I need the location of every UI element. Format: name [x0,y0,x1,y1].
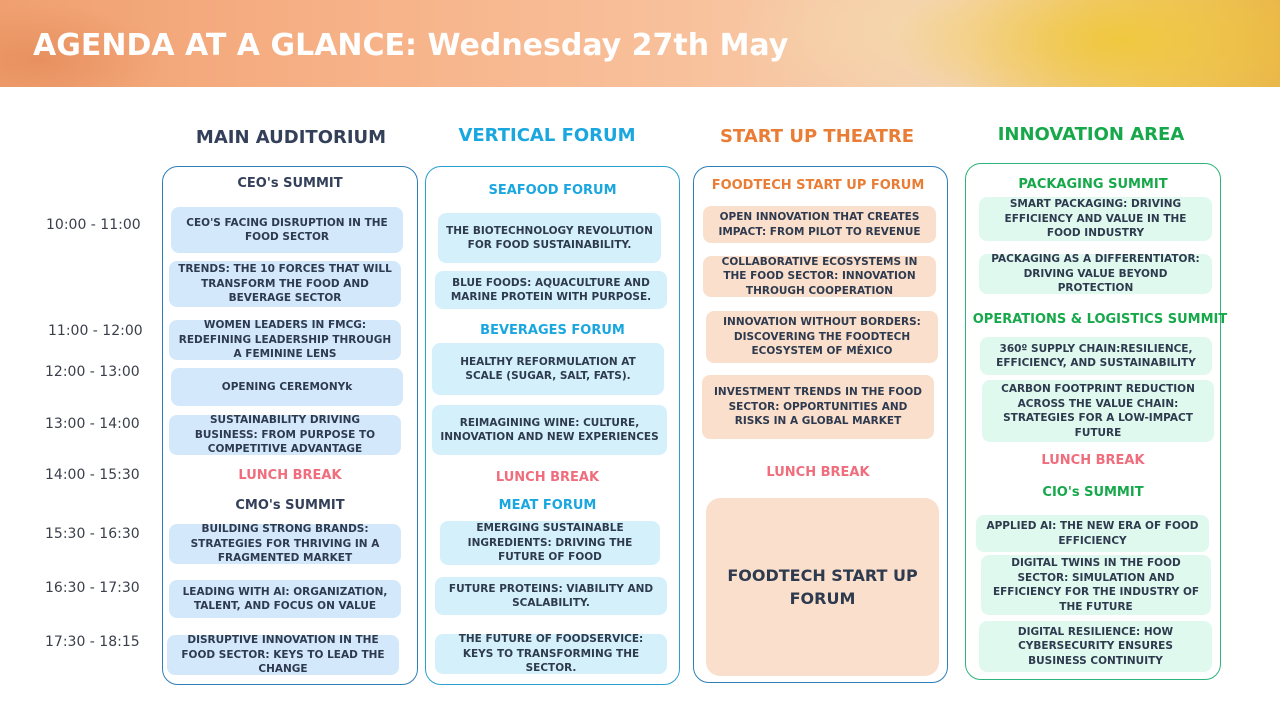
column-title-innovation-area: INNOVATION AREA [997,124,1185,145]
session-card[interactable]: LEADING WITH AI: ORGANIZATION, TALENT, AND FOCUS ON VALUE [169,580,401,618]
foodtech-start-up-forum-heading: FOODTECH START UP FORUM [711,178,925,193]
session-card[interactable]: REIMAGINING WINE: CULTURE, INNOVATION AND NEW EXPERIENCES [432,405,667,455]
header-banner [0,0,1280,87]
lunch-break-label: LUNCH BREAK [495,470,600,485]
packaging-summit-heading: PACKAGING SUMMIT [1018,177,1168,192]
session-card[interactable]: TRENDS: THE 10 FORCES THAT WILL TRANSFORM THE FOOD AND BEVERAGE SECTOR [169,261,401,307]
session-card[interactable]: EMERGING SUSTAINABLE INGREDIENTS: DRIVING THE FUTURE OF FOOD [440,521,660,565]
session-card[interactable]: THE BIOTECHNOLOGY REVOLUTION FOR FOOD SUSTAINABILITY. [438,213,661,263]
session-card[interactable]: OPENING CEREMONYk [171,368,403,406]
session-card[interactable]: FUTURE PROTEINS: VIABILITY AND SCALABILITY. [435,577,667,615]
time-slot-label: 11:00 - 12:00 [48,323,143,339]
session-card[interactable]: THE FUTURE OF FOODSERVICE: KEYS TO TRANSFORMING THE SECTOR. [435,634,667,674]
beverages-forum-heading: BEVERAGES FORUM [480,323,625,338]
column-title-main-auditorium: MAIN AUDITORIUM [195,127,387,148]
session-card[interactable]: CARBON FOOTPRINT REDUCTION ACROSS THE VALUE CHAIN: STRATEGIES FOR A LOW-IMPACT FUTURE [982,380,1214,442]
time-slot-label: 16:30 - 17:30 [45,580,140,596]
session-card[interactable]: DIGITAL TWINS IN THE FOOD SECTOR: SIMULATION AND EFFICIENCY FOR THE INDUSTRY OF THE FUTURE [981,555,1211,615]
session-card[interactable]: INNOVATION WITHOUT BORDERS: DISCOVERING THE FOODTECH ECOSYSTEM OF MÉXICO [706,311,938,363]
session-card[interactable]: APPLIED AI: THE NEW ERA OF FOOD EFFICIENCY [976,515,1209,552]
session-card[interactable]: SUSTAINABILITY DRIVING BUSINESS: FROM PURPOSE TO COMPETITIVE ADVANTAGE [169,415,401,455]
lunch-break-label: LUNCH BREAK [1041,453,1145,468]
time-slot-label: 12:00 - 13:00 [45,364,140,380]
session-card[interactable]: 360º SUPPLY CHAIN:RESILIENCE, EFFICIENCY, AND SUSTAINABILITY [980,337,1212,375]
cmo-summit-heading: CMO's SUMMIT [235,498,345,513]
time-slot-label: 13:00 - 14:00 [45,416,140,432]
session-card[interactable]: COLLABORATIVE ECOSYSTEMS IN THE FOOD SECTOR: INNOVATION THROUGH COOPERATION [703,256,936,297]
meat-forum-heading: MEAT FORUM [498,498,597,513]
session-card[interactable]: BUILDING STRONG BRANDS: STRATEGIES FOR THRIVING IN A FRAGMENTED MARKET [169,524,401,564]
session-card[interactable]: DIGITAL RESILIENCE: HOW CYBERSECURITY ENSURES BUSINESS CONTINUITY [979,621,1212,672]
cio-summit-heading: CIO's SUMMIT [1042,485,1144,500]
time-slot-label: 10:00 - 11:00 [46,217,141,233]
operations-logistics-summit-heading: OPERATIONS & LOGISTICS SUMMIT [972,312,1228,327]
session-card[interactable]: DISRUPTIVE INNOVATION IN THE FOOD SECTOR: KEYS TO LEAD THE CHANGE [167,635,399,675]
time-slot-label: 15:30 - 16:30 [45,526,140,542]
session-card[interactable]: CEO'S FACING DISRUPTION IN THE FOOD SECTOR [171,207,403,253]
column-title-vertical-forum: VERTICAL FORUM [458,125,636,146]
session-card[interactable]: WOMEN LEADERS IN FMCG: REDEFINING LEADERSHIP THROUGH A FEMININE LENS [169,320,401,360]
page-title: AGENDA AT A GLANCE: Wednesday 27th May [33,28,789,63]
column-title-start-up-theatre: START UP THEATRE [719,126,915,147]
session-card[interactable]: OPEN INNOVATION THAT CREATES IMPACT: FROM PILOT TO REVENUE [703,206,936,243]
foodtech-start-up-forum-block[interactable]: FOODTECH START UP FORUM [706,498,939,676]
session-card[interactable]: PACKAGING AS A DIFFERENTIATOR: DRIVING VALUE BEYOND PROTECTION [979,254,1212,294]
time-slot-label: 14:00 - 15:30 [45,467,140,483]
lunch-break-label: LUNCH BREAK [238,468,342,483]
session-card[interactable]: HEALTHY REFORMULATION AT SCALE (SUGAR, SALT, FATS). [432,343,664,395]
session-card[interactable]: BLUE FOODS: AQUACULTURE AND MARINE PROTEIN WITH PURPOSE. [435,271,667,309]
time-slot-label: 17:30 - 18:15 [45,634,140,650]
ceo-summit-heading: CEO's SUMMIT [237,176,343,191]
lunch-break-label: LUNCH BREAK [766,465,870,480]
seafood-forum-heading: SEAFOOD FORUM [488,183,617,198]
session-card[interactable]: INVESTMENT TRENDS IN THE FOOD SECTOR: OPPORTUNITIES AND RISKS IN A GLOBAL MARKET [702,375,934,439]
session-card[interactable]: SMART PACKAGING: DRIVING EFFICIENCY AND VALUE IN THE FOOD INDUSTRY [979,197,1212,241]
